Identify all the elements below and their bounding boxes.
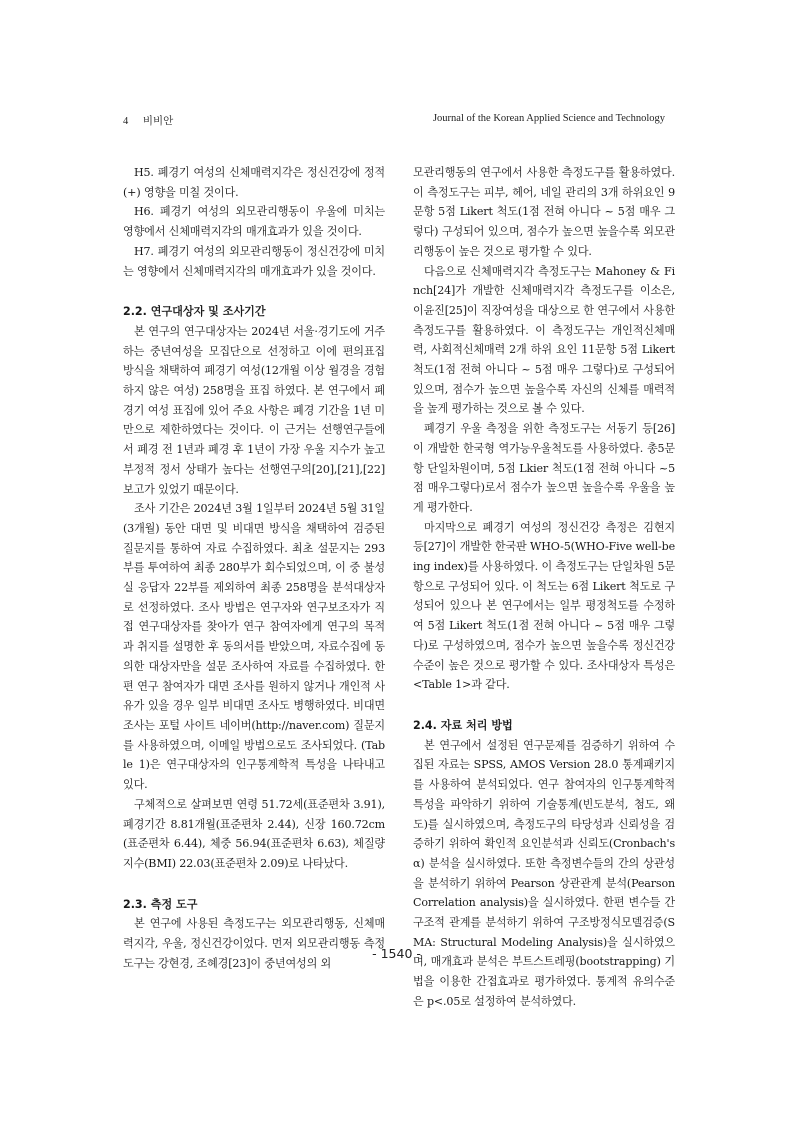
- section-2-2-paragraph: 구체적으로 살펴보면 연령 51.72세(표준편차 3.91), 폐경기간 8.81개월(표준편차 2.44), 신장 160.72cm(표준편차 6.44), 체중 56.94(표준편차 6.63), 체질량지수(BMI) 22.03(표준편차 2.09)로 나타났다.: [123, 797, 385, 870]
- section-2-2-heading: 2.2. 연구대상자 및 조사기간: [123, 305, 266, 319]
- body-paragraph: 마지막으로 폐경기 여성의 정신건강 측정은 김현지 등[27]이 개발한 한국판 WHO-5(WHO-Five well-being index)를 사용하였다. 이 측정도구는 단일차원 5문항으로 구성되어 있다. 이 척도는 6점 Likert 척도로 구성되어 있으나 본 연구에서는 일부 평정척도를 수정하여 5점 Likert 척도(1점 전혀 아니다 ~ 5점 매우 그렇다)로 구성하였으며, 점수가 높으면 높을수록 정신건강 수준이 높은 것으로 평가할 수 있다. 조사대상자 특성은 <Table 1>과 같다.: [413, 520, 675, 692]
- section-2-3-heading: 2.3. 측정 도구: [123, 897, 198, 911]
- section-2-2-paragraph: 본 연구의 연구대상자는 2024년 서울·경기도에 거주하는 중년여성을 모집단으로 선정하고 이에 편의표집 방식을 채택하여 폐경기 여성(12개월 이상 월경을 경험하지 않은 여성) 258명을 표집 하였다. 본 연구에서 폐경기 여성 표집에 있어 주요 사항은 폐경 기간을 1년 미만으로 제한하였다는 것이다. 이 근거는 선행연구들에서 폐경 전 1년과 폐경 후 1년이 가장 우울 지수가 높고 부정적 정서 상태가 높다는 선행연구의[20],[21],[22] 보고가 있었기 때문이다.: [123, 324, 385, 496]
- section-2-2-paragraph: 조사 기간은 2024년 3월 1일부터 2024년 5월 31일(3개월) 동안 대면 및 비대면 방식을 채택하여 검증된 질문지를 통하여 자료 수집하였다. 최초 설문지는 293부를 투여하여 최종 280부가 회수되었으며, 이 중 불성실 응답자 22부를 제외하여 최종 258명을 분석대상자로 선정하였다. 조사 방법은 연구자와 연구보조자가 직접 연구대상자를 찾아가 연구 참여자에게 연구의 목적과 취지를 설명한 후 동의서를 받았으며, 자료수집에 동의한 대상자만을 설문 조사하여 자료를 수집하였다. 한편 연구 참여자가 대면 조사를 원하지 않거나 개인적 사유가 있을 경우 일부 비대면 조사도 병행하였다. 비대면 조사는 포털 사이트 네이버(http://naver.com) 질문지를 사용하였으며, 이메일 방법으로도 조사되었다. (Table 1)은 연구대상자의 인구통계학적 특성을 나타내고 있다.: [123, 502, 385, 792]
- section-2-3-paragraph: 본 연구에 사용된 측정도구는 외모관리행동, 신체매력지각, 우울, 정신건강이었다. 먼저 외모관리행동 측정도구는 강현경, 조혜경[23]이 중년여성의 외: [123, 917, 385, 970]
- page-number: 4: [123, 116, 129, 127]
- running-header: [123, 113, 665, 129]
- right-column: [413, 163, 675, 1012]
- continued-paragraph: 모관리행동의 연구에서 사용한 측정도구를 활용하였다. 이 측정도구는 피부, 헤어, 네일 관리의 3개 하위요인 9문항 5점 Likert 척도(1점 전혀 아니다 ~ 5점 매우 그렇다) 구성되어 있으며, 점수가 높으면 높을수록 외모관리행동이 높은 것으로 평가할 수 있다.: [413, 166, 675, 258]
- header-left: [123, 113, 173, 128]
- journal-name: Journal of the Korean Applied Science and Technology: [432, 113, 665, 124]
- section-gap: [413, 695, 675, 716]
- hypothesis-h6: H6. 폐경기 여성의 외모관리행동이 우울에 미치는 영향에서 신체매력지각의 매개효과가 있을 것이다.: [123, 205, 385, 239]
- section-gap: [123, 874, 385, 895]
- section-2-4-heading: 2.4. 자료 처리 방법: [413, 718, 513, 732]
- left-column: [123, 163, 385, 973]
- body-paragraph: 폐경기 우울 측정을 위한 측정도구는 서동기 등[26]이 개발한 한국형 역가능우울척도를 사용하였다. 총5문항 단일차원이며, 5점 Lkier 척도(1점 전혀 아니다 ~5점 매우그렇다)로서 점수가 높으면 높을수록 우울을 높게 평가한다.: [413, 422, 675, 514]
- page-footer-number: - 1540 -: [372, 946, 421, 961]
- section-gap: [123, 281, 385, 302]
- hypothesis-h7: H7. 폐경기 여성의 외모관리행동이 정신건강에 미치는 영향에서 신체매력지각의 매개효과가 있을 것이다.: [123, 244, 385, 278]
- body-paragraph: 다음으로 신체매력지각 측정도구는 Mahoney & Finch[24]가 개발한 신체매력지각 측정도구를 이소은, 이윤진[25]이 직장여성을 대상으로 한 연구에서 사용한 측정도구를 활용하였다. 이 측정도구는 개인적신체매력, 사회적신체매력 2개 하위 요인 11문항 5점 Likert 척도(1점 전혀 아니다 ~ 5점 매우 그렇다)로 구성되어 있으며, 점수가 높으면 높을수록 자신의 신체를 매력적을 높게 평가하는 것으로 볼 수 있다.: [413, 264, 675, 416]
- header-author: 비비안: [142, 116, 174, 127]
- hypothesis-h5: H5. 폐경기 여성의 신체매력지각은 정신건강에 정적(+) 영향을 미칠 것이다.: [123, 166, 385, 199]
- section-2-4-paragraph: 본 연구에서 설정된 연구문제를 검증하기 위하여 수집된 자료는 SPSS, AMOS Version 28.0 통계패키지를 사용하여 분석되었다. 연구 참여자의 인구통계학적 특성을 파악하기 위하여 기술통계(빈도분석, 첨도, 왜도)를 실시하였으며, 측정도구의 타당성과 신뢰성을 검증하기 위하여 확인적 요인분석과 신뢰도(Cronbach's α) 분석을 실시하였다. 또한 측정변수들의 간의 상관성을 분석하기 위하여 Pearson 상관관계 분석(Pearson Correlation analysis)을 실시하였다. 한편 변수들 간 구조적 관계를 분석하기 위하여 구조방정식모델검증(SMA: Structural Modeling Analysis)을 실시하였으며, 매개효과 분석은 부트스트레핑(bootstrapping) 기법을 이용한 간접효과로 평가하였다. 통계적 유의수준은 p<.05로 설정하여 분석하였다.: [413, 738, 675, 1008]
